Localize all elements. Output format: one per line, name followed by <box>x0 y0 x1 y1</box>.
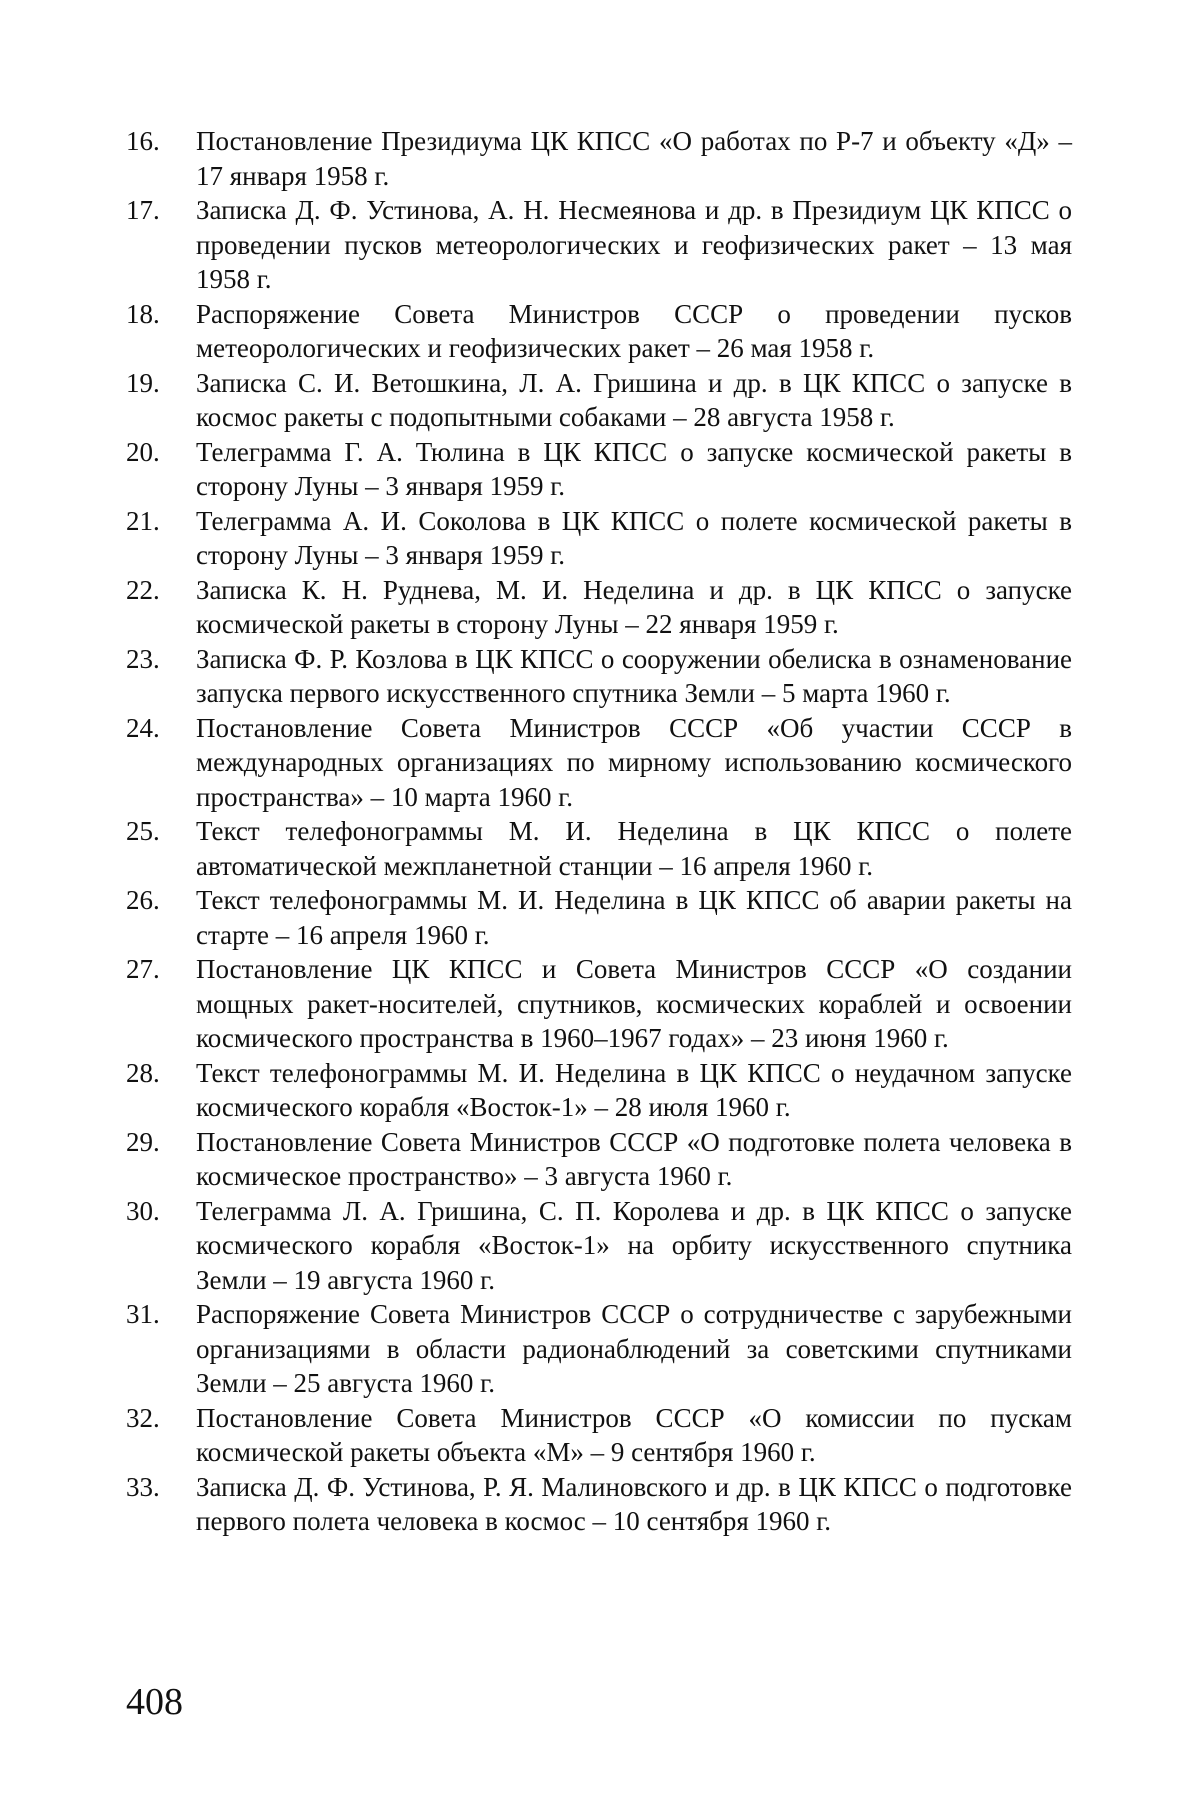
list-item-text: Записка Д. Ф. Устинова, А. Н. Несмеянова и др. в Президиум ЦК КПСС о проведении пусков метеорологических и геофизических ракет – 13 мая 1958 г. <box>196 195 1072 294</box>
list-item-number: 17. <box>126 195 160 225</box>
list-item-number: 19. <box>126 367 160 398</box>
list-item-text: Постановление Президиума ЦК КПСС «О работах по Р-7 и объекту «Д» – 17 января 1958 г. <box>196 126 1072 191</box>
list-item <box>126 1297 1072 1401</box>
list-item-number: 18. <box>126 298 160 329</box>
list-item-text: Записка С. И. Ветошкина, Л. А. Гришина и др. в ЦК КПСС о запуске в космос ракеты с подопытными собаками – 28 августа 1958 г. <box>196 367 1072 432</box>
list-item-number: 32. <box>126 1402 160 1433</box>
list-item-number: 29. <box>126 1126 160 1157</box>
list-item-text: Распоряжение Совета Министров СССР о сотрудничестве с зарубежными организациями в области радионаблюдений за советскими спутниками Земли – 25 августа 1960 г. <box>196 1299 1072 1398</box>
list-item <box>126 297 1072 366</box>
list-item <box>126 504 1072 573</box>
list-item-text: Телеграмма Г. А. Тюлина в ЦК КПСС о запуске космической ракеты в сторону Луны – 3 января 1959 г. <box>196 436 1072 501</box>
list-item-number: 16. <box>126 126 160 156</box>
list-item-number: 25. <box>126 816 160 846</box>
list-item-text: Записка К. Н. Руднева, М. И. Неделина и др. в ЦК КПСС о запуске космической ракеты в сторону Луны – 22 января 1959 г. <box>196 574 1072 639</box>
list-item <box>126 573 1072 642</box>
list-item-number: 26. <box>126 885 160 915</box>
list-item <box>126 193 1072 297</box>
list-item <box>126 1470 1072 1539</box>
list-item <box>126 814 1072 883</box>
list-item <box>126 366 1072 435</box>
list-item-text: Записка Ф. Р. Козлова в ЦК КПСС о сооружении обелиска в ознаменование запуска первого искусственного спутника Земли – 5 марта 1960 г. <box>196 643 1072 708</box>
list-item <box>126 1401 1072 1470</box>
document-list <box>126 124 1072 1539</box>
list-item-number: 23. <box>126 643 160 674</box>
list-item-number: 20. <box>126 436 160 467</box>
list-item <box>126 1125 1072 1194</box>
list-item <box>126 883 1072 952</box>
list-item <box>126 642 1072 711</box>
list-item <box>126 952 1072 1056</box>
list-item-text: Текст телефонограммы М. И. Неделина в ЦК КПСС об аварии ракеты на старте – 16 апреля 1960 г. <box>196 885 1072 950</box>
list-item-number: 27. <box>126 954 160 984</box>
list-item-number: 21. <box>126 505 160 536</box>
list-item-text: Телеграмма Л. А. Гришина, С. П. Королева и др. в ЦК КПСС о запуске космического корабля «Восток-1» на орбиту искусственного спутника Земли – 19 августа 1960 г. <box>196 1195 1072 1295</box>
list-item-text: Телеграмма А. И. Соколова в ЦК КПСС о полете космической ракеты в сторону Луны – 3 января 1959 г. <box>196 505 1072 570</box>
list-item-text: Постановление ЦК КПСС и Совета Министров СССР «О создании мощных ракет-носителей, спутников, космических кораблей и освоении космического пространства в 1960–1967 годах» – 23 июня 1960 г. <box>196 954 1072 1053</box>
list-item-text: Записка Д. Ф. Устинова, Р. Я. Малиновского и др. в ЦК КПСС о подготовке первого полета человека в космос – 10 сентября 1960 г. <box>196 1471 1072 1536</box>
list-item-text: Постановление Совета Министров СССР «Об участии СССР в международных организациях по мирному использованию космического пространства» – 10 марта 1960 г. <box>196 712 1072 812</box>
list-item-number: 24. <box>126 712 160 743</box>
list-item-number: 22. <box>126 574 160 605</box>
list-item <box>126 1194 1072 1298</box>
list-item-number: 28. <box>126 1057 160 1088</box>
list-item <box>126 711 1072 815</box>
list-item <box>126 1056 1072 1125</box>
list-item-text: Постановление Совета Министров СССР «О подготовке полета человека в космическое пространство» – 3 августа 1960 г. <box>196 1126 1072 1191</box>
list-item-text: Текст телефонограммы М. И. Неделина в ЦК КПСС о неудачном запуске космического корабля «Восток-1» – 28 июля 1960 г. <box>196 1057 1072 1122</box>
list-item-text: Распоряжение Совета Министров СССР о проведении пусков метеорологических и геофизических ракет – 26 мая 1958 г. <box>196 298 1072 363</box>
list-item <box>126 124 1072 193</box>
list-item-text: Текст телефонограммы М. И. Неделина в ЦК КПСС о полете автоматической межпланетной станции – 16 апреля 1960 г. <box>196 816 1072 881</box>
list-item <box>126 435 1072 504</box>
list-item-number: 31. <box>126 1299 160 1329</box>
page-number: 408 <box>126 1681 183 1723</box>
list-item-number: 33. <box>126 1471 160 1502</box>
list-item-text: Постановление Совета Министров СССР «О комиссии по пускам космической ракеты объекта «М» – 9 сентября 1960 г. <box>196 1402 1072 1467</box>
list-item-number: 30. <box>126 1195 160 1226</box>
